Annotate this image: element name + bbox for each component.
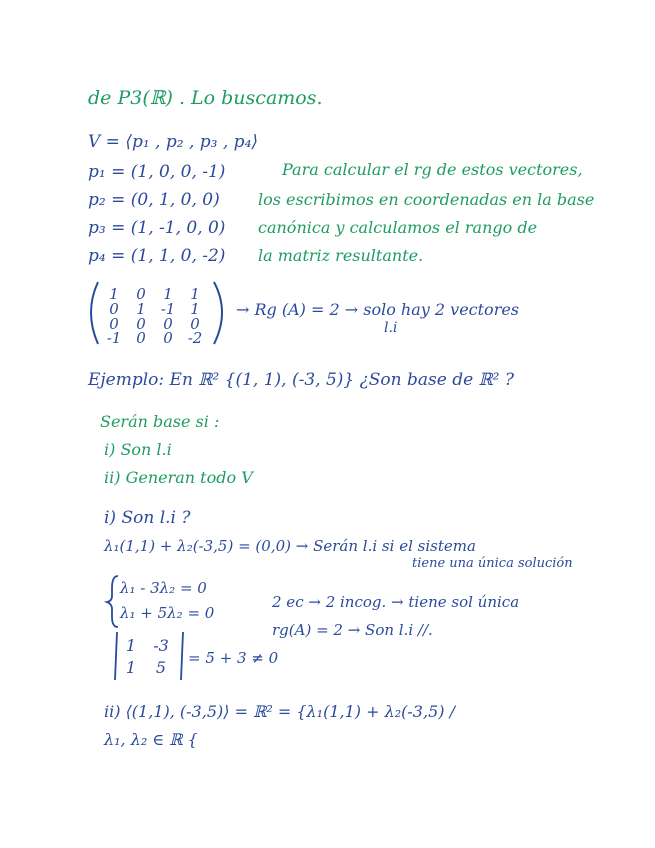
vector-p1: p₁ = (1, 0, 0, -1) — [88, 162, 226, 182]
det-cell: 5 — [155, 658, 167, 677]
seran-base-si: Serán base si : — [100, 412, 220, 431]
matrix-cell: -1 — [106, 329, 122, 347]
matrix-cell: 1 — [190, 300, 200, 318]
rank-li-note: l.i — [384, 320, 398, 336]
matrix-cell: 0 — [190, 315, 200, 333]
system-note-1: 2 ec → 2 incog. → tiene sol única — [272, 593, 520, 611]
matrix-cell: 0 — [136, 315, 146, 333]
det-cell: 1 — [125, 636, 137, 655]
example-title: Ejemplo: En ℝ² {(1, 1), (-3, 5)} ¿Son base de ℝ² ? — [88, 370, 515, 390]
matrix-cell: 0 — [136, 329, 146, 347]
question-2-cont: λ₁, λ₂ ∈ ℝ { — [104, 730, 198, 749]
v-definition: V = ⟨p₁ , p₂ , p₃ , p₄⟩ — [88, 132, 259, 152]
explanation-line-3: canónica y calculamos el rango de — [258, 218, 538, 237]
explanation-line-2: los escribimos en coordenadas en la base — [258, 190, 595, 209]
explanation-line-4: la matriz resultante. — [258, 246, 424, 265]
matrix-cell: 1 — [190, 285, 200, 303]
matrix-cell: 1 — [109, 285, 119, 303]
vector-p3: p₃ = (1, -1, 0, 0) — [88, 218, 226, 238]
question-2: ii) ⟨(1,1), (-3,5)⟩ = ℝ² = {λ₁(1,1) + λ₂(-3,5) / — [104, 702, 455, 721]
condition-1: i) Son l.i — [104, 440, 172, 459]
rank-result: → Rg (A) = 2 → solo hay 2 vectores — [236, 300, 520, 319]
vector-p2: p₂ = (0, 1, 0, 0) — [88, 190, 220, 210]
matrix-cell: -1 — [160, 300, 176, 318]
matrix-cell: 0 — [163, 315, 173, 333]
question-1: i) Son l.i ? — [104, 508, 191, 528]
vector-p4: p₄ = (1, 1, 0, -2) — [88, 246, 226, 266]
matrix-cell: -2 — [187, 329, 203, 347]
system-eq-2: λ₁ + 5λ₂ = 0 — [120, 604, 215, 622]
system-note-2: rg(A) = 2 → Son l.i //. — [272, 621, 433, 639]
matrix-cell: 1 — [136, 300, 146, 318]
matrix-cell: 0 — [163, 329, 173, 347]
matrix-cell: 0 — [109, 315, 119, 333]
equation-1-note: tiene una única solución — [412, 556, 573, 571]
explanation-line-1: Para calcular el rg de estos vectores, — [282, 160, 583, 179]
condition-2: ii) Generan todo V — [104, 468, 253, 487]
det-cell: 1 — [125, 658, 137, 677]
equation-1: λ₁(1,1) + λ₂(-3,5) = (0,0) → Serán l.i si el sistema — [104, 537, 476, 555]
determinant-value: = 5 + 3 ≠ 0 — [188, 649, 279, 667]
matrix-cell: 1 — [163, 285, 173, 303]
det-cell: -3 — [153, 636, 169, 655]
system-eq-1: λ₁ - 3λ₂ = 0 — [120, 579, 207, 597]
matrix-cell: 0 — [109, 300, 119, 318]
matrix-cell: 0 — [136, 285, 146, 303]
intro-line: de P3(ℝ) . Lo buscamos. — [88, 87, 323, 109]
